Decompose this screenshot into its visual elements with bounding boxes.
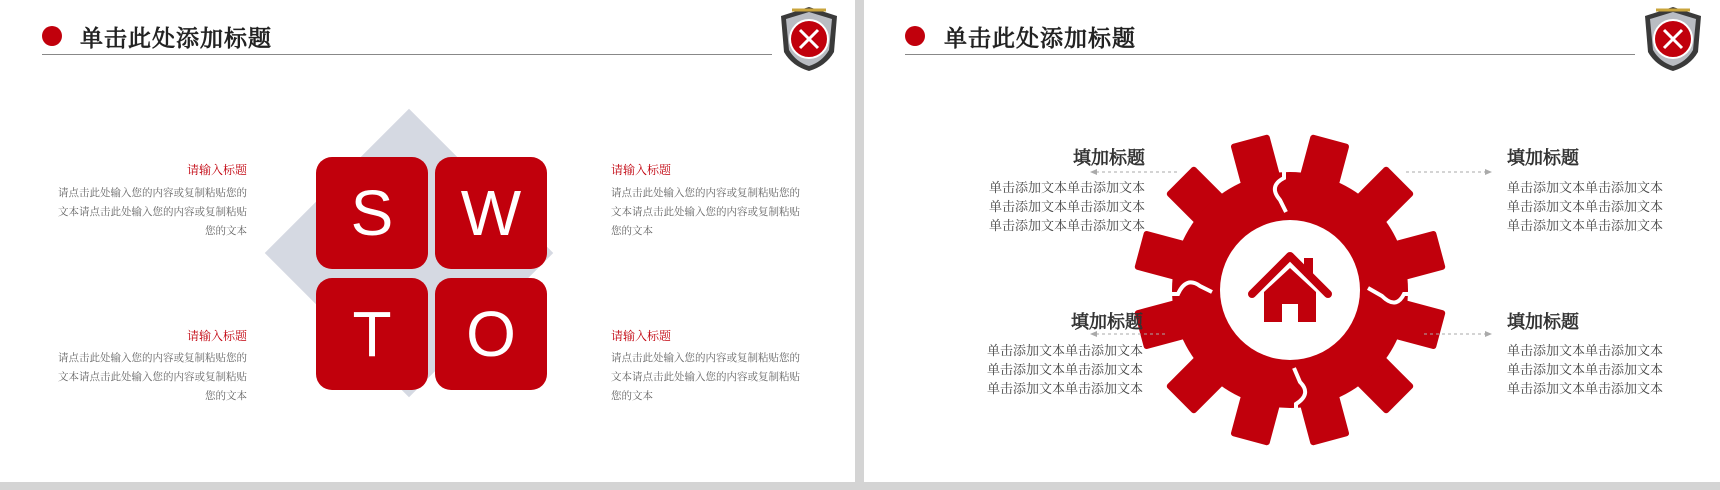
caption-body[interactable]: 请点击此处输入您的内容或复制粘贴您的 文本请点击此处输入您的内容或复制粘贴 您的文本 bbox=[611, 187, 800, 237]
block-title[interactable]: 填加标题 bbox=[1507, 148, 1579, 168]
block-body[interactable]: 单击添加文本单击添加文本 单击添加文本单击添加文本 单击添加文本单击添加文本 bbox=[1507, 343, 1664, 396]
swot-tile-s[interactable]: S bbox=[316, 157, 428, 269]
swot-tile-w[interactable]: W bbox=[435, 157, 547, 269]
emblem-badge-icon bbox=[1638, 4, 1708, 74]
caption-body[interactable]: 请点击此处输入您的内容或复制粘贴您的 文本请点击此处输入您的内容或复制粘贴 您的文本 bbox=[58, 352, 247, 402]
swot-tile-o[interactable]: O bbox=[435, 278, 547, 390]
arrow-right-top bbox=[1406, 166, 1492, 178]
block-title[interactable]: 填加标题 bbox=[1507, 312, 1579, 332]
gear-puzzle-graphic[interactable] bbox=[1130, 130, 1450, 450]
caption-body[interactable]: 请点击此处输入您的内容或复制粘贴您的 文本请点击此处输入您的内容或复制粘贴 您的文本 bbox=[58, 187, 247, 237]
arrow-right-bottom bbox=[1424, 328, 1492, 340]
caption-title[interactable]: 请输入标题 bbox=[611, 329, 672, 343]
slide-gear bbox=[864, 0, 1720, 482]
block-body[interactable]: 单击添加文本单击添加文本 单击添加文本单击添加文本 单击添加文本单击添加文本 bbox=[988, 180, 1145, 233]
title-dot bbox=[42, 26, 62, 46]
caption-title[interactable]: 请输入标题 bbox=[186, 329, 247, 343]
caption-title[interactable]: 请输入标题 bbox=[186, 163, 247, 177]
slide-swot bbox=[0, 0, 855, 482]
slide-title[interactable]: 单击此处添加标题 bbox=[944, 25, 1136, 51]
block-body[interactable]: 单击添加文本单击添加文本 单击添加文本单击添加文本 单击添加文本单击添加文本 bbox=[1507, 180, 1664, 233]
caption-title[interactable]: 请输入标题 bbox=[611, 163, 672, 177]
title-underline bbox=[905, 54, 1635, 55]
block-title[interactable]: 填加标题 bbox=[1071, 312, 1143, 332]
caption-body[interactable]: 请点击此处输入您的内容或复制粘贴您的 文本请点击此处输入您的内容或复制粘贴 您的文本 bbox=[611, 352, 800, 402]
swot-tile-t[interactable]: T bbox=[316, 278, 428, 390]
title-underline bbox=[42, 54, 772, 55]
title-dot bbox=[905, 26, 925, 46]
slide-title[interactable]: 单击此处添加标题 bbox=[80, 25, 272, 51]
block-title[interactable]: 填加标题 bbox=[1073, 148, 1145, 168]
emblem-badge-icon bbox=[774, 4, 844, 74]
block-body[interactable]: 单击添加文本单击添加文本 单击添加文本单击添加文本 单击添加文本单击添加文本 bbox=[986, 343, 1143, 396]
